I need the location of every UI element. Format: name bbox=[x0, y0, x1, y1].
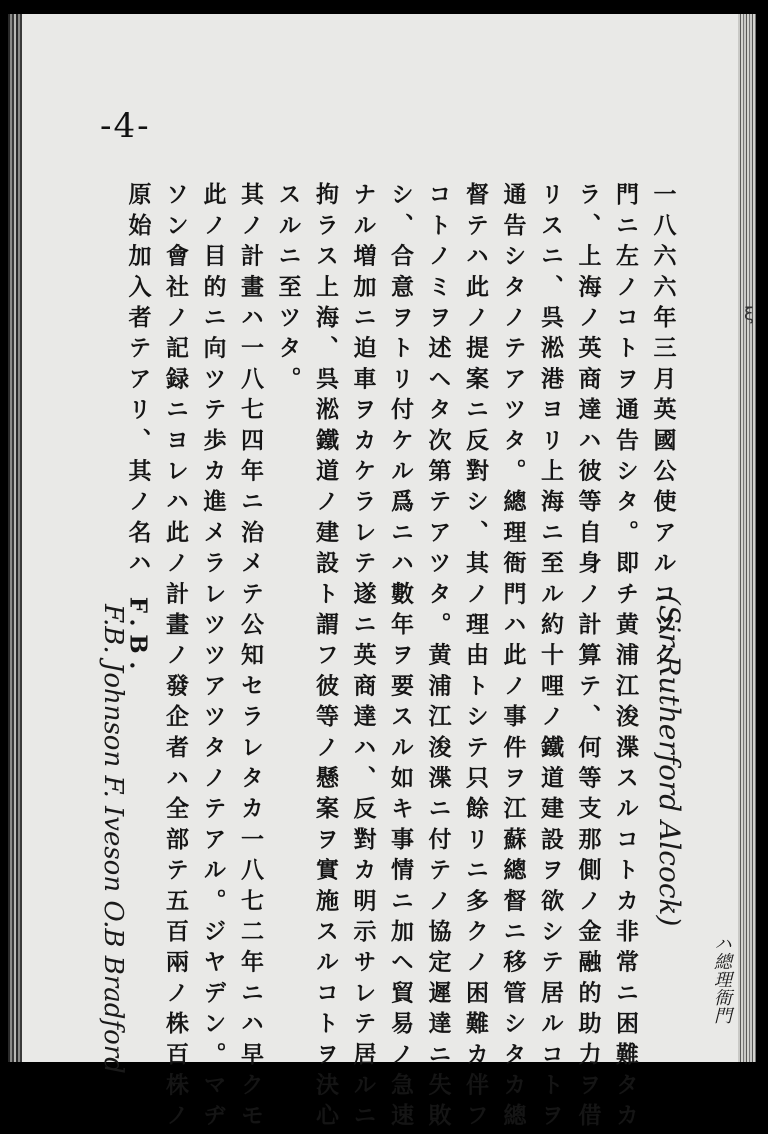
text-column: 此ノ目的ニ向ツテ歩カ進メラレツツアツタノテアル。ジヤデン。マヂ bbox=[199, 182, 227, 1134]
handwritten-annotation-alcock: (Sir Rutherford Alcock) bbox=[653, 594, 686, 927]
text-column: シ、合意ヲトリ付ケル爲ニハ數年ヲ要スル如キ事情ニ加ヘ貿易ノ急速 bbox=[387, 182, 414, 1134]
handwritten-margin-note: ハ總理衙門 bbox=[711, 934, 732, 1024]
text-column: スルニ至ツタ。 bbox=[274, 182, 302, 397]
text-column: 原始加入者テアリ、其ノ名ハ F.B. bbox=[124, 182, 152, 678]
text-column: コトノミヲ述ヘタ次第テアツタ。黄浦江浚渫ニ付テノ協定遲達ニ失敗 bbox=[424, 182, 452, 1134]
margin-mark: ξ bbox=[744, 304, 755, 325]
text-column: ラ、上海ノ英商達ハ彼等自身ノ計算テ、何等支那側ノ金融的助力ヲ借 bbox=[574, 182, 602, 1134]
text-column: 一八六六年三月英國公使アルコツク bbox=[649, 182, 677, 674]
page-binding bbox=[8, 14, 22, 1062]
text-column: 通告シタノテアツタ。總理衙門ハ此ノ事件ヲ江蘇總督ニ移管シタカ總 bbox=[499, 182, 527, 1134]
text-column: 門ニ左ノコトヲ通告シタ。即チ黄浦江浚渫スルコトカ非常ニ困難タカ bbox=[612, 182, 639, 1134]
text-column: 其ノ計畫ハ一八七四年ニ治メテ公知セラレタカ一八七二年ニハ早クモ bbox=[237, 182, 264, 1134]
text-column: リスニ、呉淞港ヨリ上海ニ至ル約十哩ノ鐵道建設ヲ欲シテ居ルコトヲ bbox=[537, 182, 564, 1134]
text-column: 督テハ此ノ提案ニ反對シ、其ノ理由トシテ只餘リニ多クノ困難カ伴フ bbox=[462, 182, 489, 1134]
document-page bbox=[8, 14, 756, 1134]
handwritten-annotation-names: F.B. Johnson F. Iveson O.B Bradford bbox=[98, 604, 128, 1074]
text-column: ソン會社ノ記録ニヨレハ此ノ計畫ノ發企者ハ全部テ五百兩ノ株百株ノ bbox=[162, 182, 189, 1134]
text-column: 拘ラス上海、呉淞鐵道ノ建設ト謂フ彼等ノ懸案ヲ實施スルコトヲ決心 bbox=[312, 182, 339, 1134]
page-edge bbox=[738, 14, 756, 1062]
page-number: -4- bbox=[100, 106, 151, 146]
text-column: ナル増加ニ迫車ヲカケラレテ遂ニ英商達ハ、反對カ明示サレテ居ルニ bbox=[349, 182, 377, 1134]
